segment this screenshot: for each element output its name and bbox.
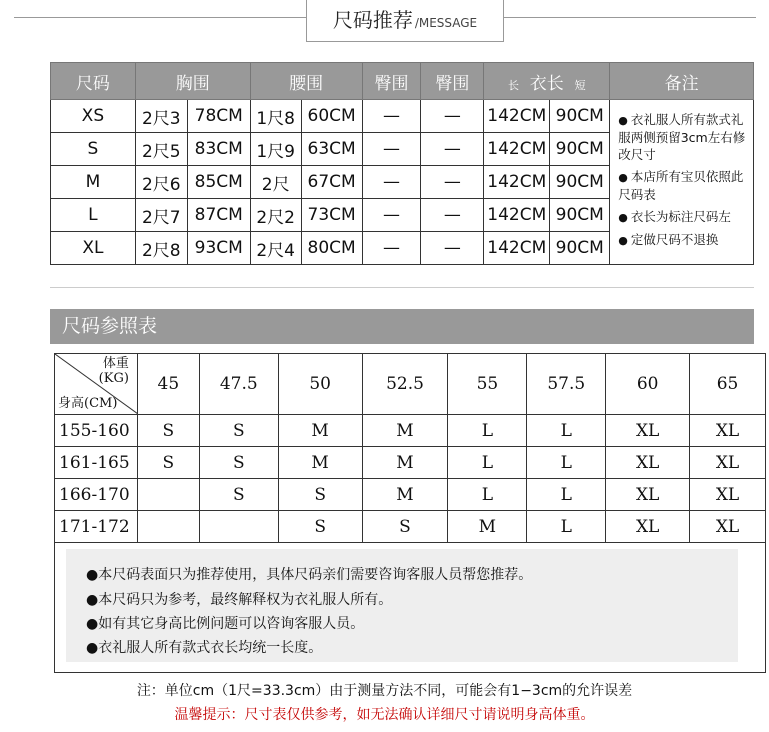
size-cell: S — [199, 447, 278, 479]
hip2-cell: — — [421, 133, 484, 166]
length-short-cell: 90CM — [550, 232, 610, 265]
chest-cm-cell: 83CM — [187, 133, 250, 166]
header-line-left — [14, 17, 306, 18]
table-row — [55, 511, 766, 543]
chest-chi-cell: 2尺7 — [135, 199, 187, 232]
reference-note: ●本尺码表面只为推荐使用，具体尺码亲们需要咨询客服人员帮您推荐。 — [86, 567, 533, 583]
header-size: 尺码 — [51, 63, 136, 100]
length-short-cell: 90CM — [550, 100, 610, 133]
size-cell: M — [51, 166, 136, 199]
size-cell: L — [448, 415, 527, 447]
table-row — [55, 479, 766, 511]
chest-chi-cell: 2尺8 — [135, 232, 187, 265]
header-chest: 胸围 — [135, 63, 250, 100]
waist-chi-cell: 2尺4 — [250, 232, 301, 265]
hip2-cell: — — [421, 199, 484, 232]
waist-cm-cell: 67CM — [301, 166, 362, 199]
section-divider — [50, 287, 754, 288]
size-cell: XL — [606, 479, 690, 511]
size-cell: XL — [690, 415, 766, 447]
note-item: ● 定做尺码不退换 — [618, 232, 719, 247]
table-row — [51, 100, 754, 133]
title-text: 尺码推荐 — [332, 8, 413, 32]
bullet-icon: ● — [618, 114, 628, 127]
size-cell: XL — [690, 447, 766, 479]
chest-cm-cell: 78CM — [187, 100, 250, 133]
size-cell: L — [51, 199, 136, 232]
bullet-icon: ● — [618, 234, 628, 247]
size-cell: S — [137, 447, 199, 479]
header-length-long: 长 — [507, 78, 519, 92]
header-hip-2: 臀围 — [421, 63, 484, 100]
waist-cm-cell: 80CM — [301, 232, 362, 265]
waist-chi-cell: 1尺9 — [250, 133, 301, 166]
length-long-cell: 142CM — [484, 199, 550, 232]
size-cell: XL — [606, 447, 690, 479]
length-long-cell: 142CM — [484, 166, 550, 199]
note-item: ● 本店所有宝贝依照此尺码表 — [618, 169, 744, 202]
waist-cm-cell: 63CM — [301, 133, 362, 166]
length-long-cell: 142CM — [484, 232, 550, 265]
size-cell: L — [527, 511, 606, 543]
waist-chi-cell: 2尺2 — [250, 199, 301, 232]
hip2-cell: — — [421, 100, 484, 133]
header-hip-1: 臀围 — [362, 63, 421, 100]
hip2-cell: — — [421, 166, 484, 199]
bullet-icon: ● — [618, 211, 628, 224]
weight-cell: 55 — [448, 354, 527, 415]
height-label: 身高(CM) — [58, 396, 118, 411]
reference-note: ●衣礼服人所有款式衣长均统一长度。 — [86, 640, 323, 656]
weight-label: 体重 (KG) — [98, 356, 129, 386]
height-cell: 166-170 — [55, 479, 138, 511]
header-notes: 备注 — [610, 63, 754, 100]
size-cell: S — [278, 479, 362, 511]
notes-cell — [610, 100, 754, 265]
length-short-cell: 90CM — [550, 166, 610, 199]
reference-title: 尺码参照表 — [62, 315, 158, 337]
size-cell: M — [448, 511, 527, 543]
chest-chi-cell: 2尺3 — [135, 100, 187, 133]
page-title — [306, 0, 504, 42]
size-cell — [137, 479, 199, 511]
size-cell: S — [278, 511, 362, 543]
warning-note: 温馨提示：尺寸表仅供参考，如无法确认详细尺寸请说明身高体重。 — [174, 707, 595, 723]
waist-cm-cell: 73CM — [301, 199, 362, 232]
header-length-short: 短 — [574, 78, 586, 92]
size-cell: M — [362, 447, 448, 479]
size-cell: XL — [606, 511, 690, 543]
chest-cm-cell: 93CM — [187, 232, 250, 265]
length-long-cell: 142CM — [484, 133, 550, 166]
header-waist: 腰围 — [250, 63, 362, 100]
weight-cell: 45 — [137, 354, 199, 415]
chest-chi-cell: 2尺5 — [135, 133, 187, 166]
note-item: ● 衣长为标注尺码左 — [618, 209, 731, 224]
waist-chi-cell: 2尺 — [250, 166, 301, 199]
weight-cell: 47.5 — [199, 354, 278, 415]
header-length-label: 衣长 — [529, 73, 564, 94]
size-cell: XL — [690, 479, 766, 511]
waist-cm-cell: 60CM — [301, 100, 362, 133]
size-cell: L — [527, 479, 606, 511]
size-cell: L — [448, 447, 527, 479]
reference-notes — [66, 549, 738, 662]
hip1-cell: — — [362, 199, 421, 232]
height-cell: 161-165 — [55, 447, 138, 479]
size-cell: M — [362, 479, 448, 511]
weight-unit: (KG) — [98, 371, 129, 386]
weight-cell: 60 — [606, 354, 690, 415]
header-length — [484, 63, 610, 100]
corner-cell — [55, 354, 138, 415]
weight-cell: 52.5 — [362, 354, 448, 415]
size-cell: XS — [51, 100, 136, 133]
size-cell: M — [278, 415, 362, 447]
size-cell: M — [278, 447, 362, 479]
length-long-cell: 142CM — [484, 100, 550, 133]
reference-header-row — [55, 354, 766, 415]
chest-cm-cell: 85CM — [187, 166, 250, 199]
size-cell: S — [199, 415, 278, 447]
length-short-cell: 90CM — [550, 199, 610, 232]
reference-note: ●本尺码只为参考，最终解释权为衣礼服人所有。 — [86, 592, 393, 608]
size-cell: L — [527, 415, 606, 447]
size-table — [50, 62, 754, 265]
waist-chi-cell: 1尺8 — [250, 100, 301, 133]
hip1-cell: — — [362, 166, 421, 199]
header-line-right — [504, 17, 756, 18]
hip1-cell: — — [362, 133, 421, 166]
table-row — [55, 447, 766, 479]
hip1-cell: — — [362, 100, 421, 133]
size-cell: S — [199, 479, 278, 511]
weight-cell: 57.5 — [527, 354, 606, 415]
weight-cell: 50 — [278, 354, 362, 415]
height-cell: 155-160 — [55, 415, 138, 447]
table-row — [55, 415, 766, 447]
chest-chi-cell: 2尺6 — [135, 166, 187, 199]
reference-table — [54, 353, 766, 543]
size-cell: XL — [51, 232, 136, 265]
size-cell: S — [137, 415, 199, 447]
bullet-icon: ● — [618, 171, 628, 184]
size-cell: S — [362, 511, 448, 543]
chest-cm-cell: 87CM — [187, 199, 250, 232]
size-cell: M — [362, 415, 448, 447]
size-cell: L — [527, 447, 606, 479]
title-subtitle: /MESSAGE — [414, 16, 478, 30]
unit-note: 注：单位cm（1尺=33.3cm）由于测量方法不同，可能会有1−3cm的允许误差 — [136, 683, 633, 699]
hip2-cell: — — [421, 232, 484, 265]
size-cell: XL — [606, 415, 690, 447]
reference-banner — [50, 309, 754, 344]
hip1-cell: — — [362, 232, 421, 265]
length-short-cell: 90CM — [550, 133, 610, 166]
reference-note: ●如有其它身高比例问题可以咨询客服人员。 — [86, 616, 365, 632]
size-cell: XL — [690, 511, 766, 543]
height-cell: 171-172 — [55, 511, 138, 543]
size-cell: S — [51, 133, 136, 166]
weight-cell: 65 — [690, 354, 766, 415]
size-cell: L — [448, 479, 527, 511]
note-item: ● 衣礼服人所有款式礼服两侧预留3cm左右修改尺寸 — [618, 112, 746, 162]
size-cell — [199, 511, 278, 543]
size-table-header — [51, 63, 754, 100]
size-cell — [137, 511, 199, 543]
